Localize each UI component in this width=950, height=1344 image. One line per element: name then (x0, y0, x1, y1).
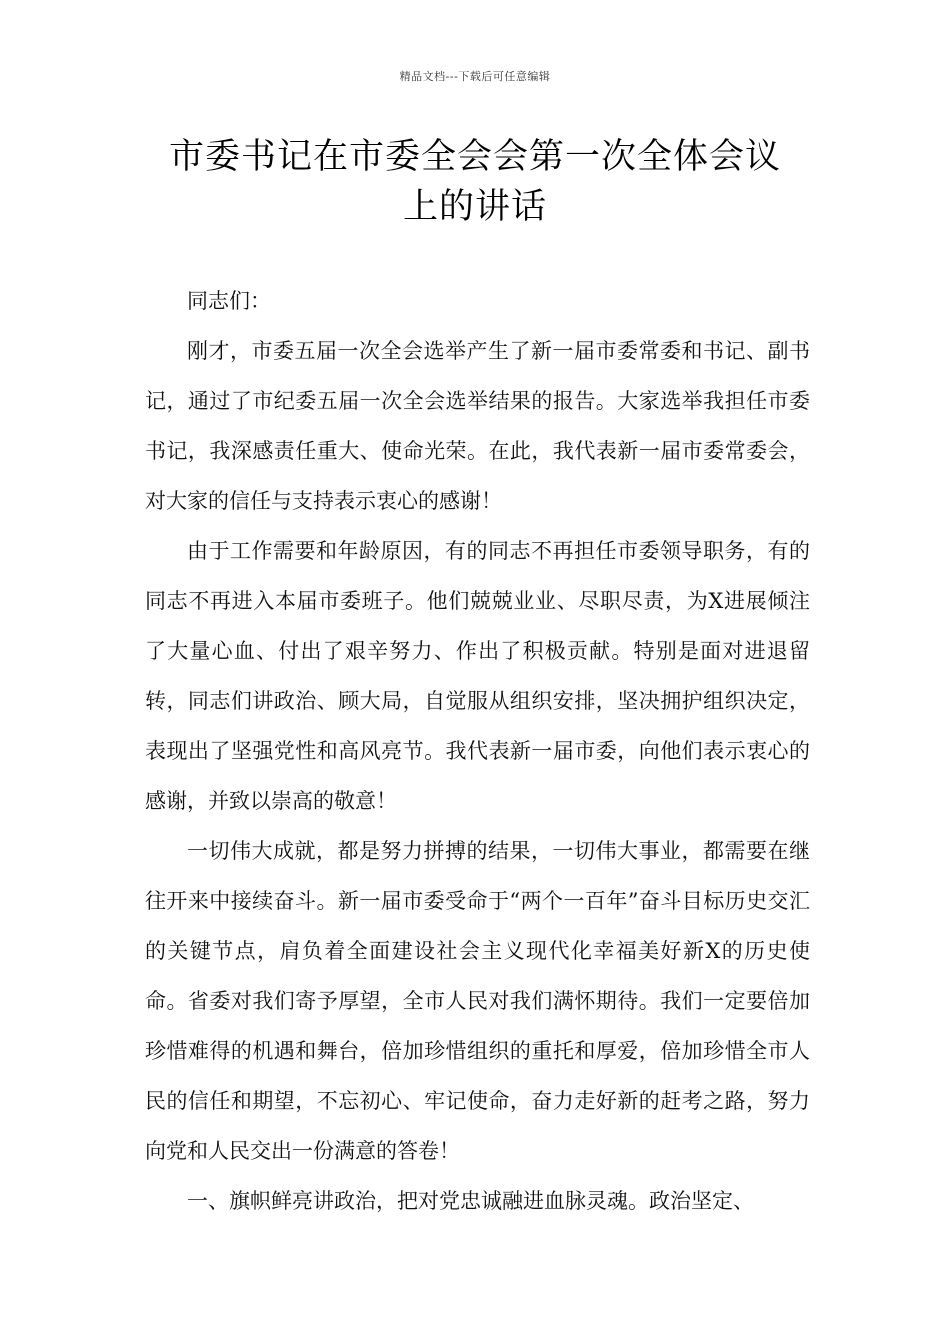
paragraph: 刚才，市委五届一次全会选举产生了新一届市委常委和书记、副书记，通过了市纪委五届一次全会选举结果的报告。大家选举我担任市委书记，我深感责任重大、使命光荣。在此，我代表新一届市委常委会，对大家的信任与支持表示衷心的感谢！ (145, 339, 810, 513)
page-header: 精品文档---下载后可任意编辑 (399, 70, 551, 83)
title-line-2: 上的讲话 (402, 187, 547, 227)
paragraph: 由于工作需要和年龄原因，有的同志不再担任市委领导职务，有的同志不再进入本届市委班子。他们兢兢业业、尽职尽责，为X进展倾注了大量心血、付出了艰辛努力、作出了积极贡献。特别是面对进退留转，同志们讲政治、顾大局，自觉服从组织安排，坚决拥护组织决定，表现出了坚强党性和高风亮节。我代表新一届市委，向他们表示衷心的感谢，并致以崇高的敬意！ (145, 539, 810, 813)
paragraph: 一、旗帜鲜亮讲政治，把对党忠诚融进血脉灵魂。政治坚定、 (187, 1189, 754, 1213)
document-title (140, 132, 810, 232)
document-body (145, 276, 810, 1226)
title-line-1: 市委书记在市委全会会第一次全体会议 (168, 137, 781, 177)
paragraph: 一切伟大成就，都是努力拼搏的结果，一切伟大事业，都需要在继往开来中接续奋斗。新一届市委受命于“两个一百年”奋斗目标历史交汇的关键节点，肩负着全面建设社会主义现代化幸福美好新X的历史使命。省委对我们寄予厚望，全市人民对我们满怀期待。我们一定要倍加珍惜难得的机遇和舞台，倍加珍惜组织的重托和厚爱，倍加珍惜全市人民的信任和期望，不忘初心、牢记使命，奋力走好新的赶考之路，努力向党和人民交出一份满意的答卷！ (145, 839, 810, 1163)
paragraph-salutation: 同志们： (187, 289, 271, 313)
